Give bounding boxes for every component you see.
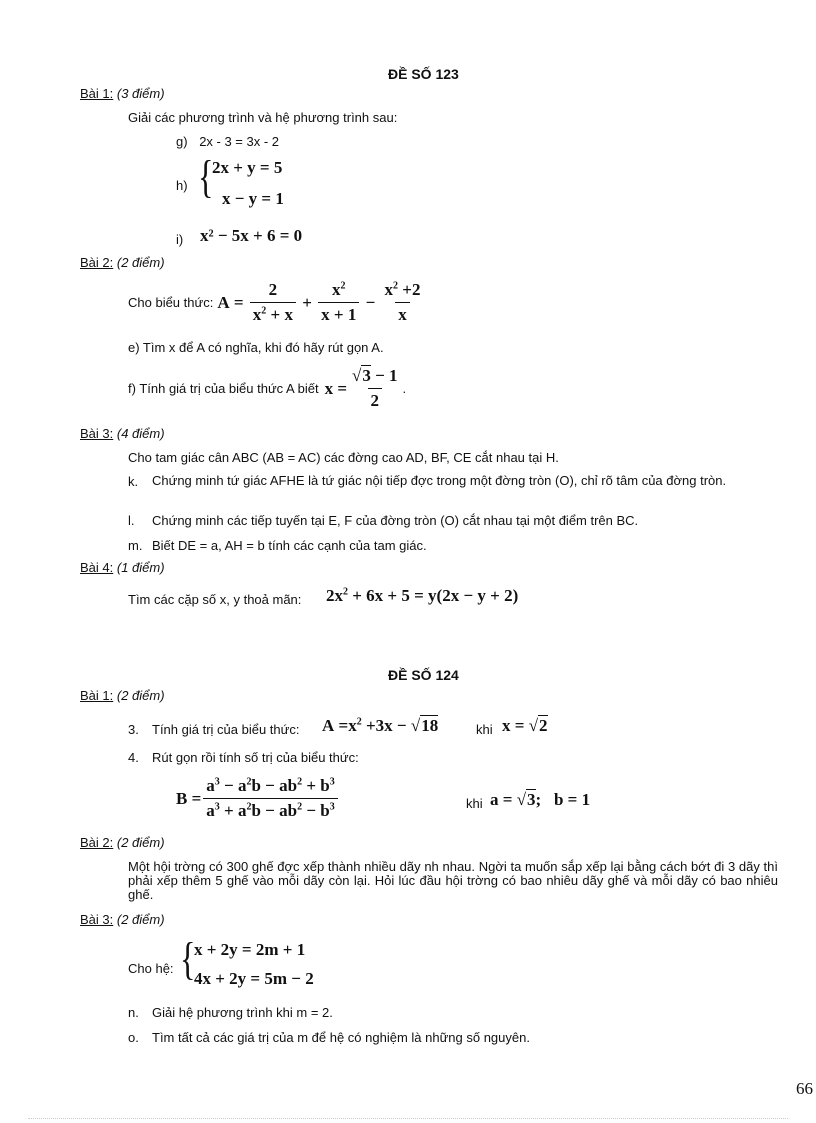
expression-b: B = $\frac{a^3 - a^2b - ab^2 + b^3}{a^3 + a^2b - ab^2 - b^3}$ xyxy=(176,776,340,821)
item-g-text: 2x - 3 = 3x - 2 xyxy=(199,134,280,149)
item-f-text: f) Tính giá trị của biểu thức A biết xyxy=(128,381,319,396)
q3-expression: $A =x^2 +3x - √18$ xyxy=(322,716,439,735)
x-value-expression: x = $\frac{√3 - 1}{2}$ xyxy=(325,366,403,411)
de124-bai3-intro: Cho hệ: xyxy=(128,961,174,976)
system-eq1: x + 2y = 2m + 1 xyxy=(194,940,306,959)
de124-bai2-label: Bài 2: xyxy=(80,835,114,850)
de124-bai3-heading xyxy=(80,912,165,927)
item-n-label: n. xyxy=(128,1005,139,1020)
bai3-heading xyxy=(80,426,165,441)
bai1-label: Bài 1: xyxy=(80,86,114,101)
bai1-heading xyxy=(80,86,165,101)
brace-h: { xyxy=(198,151,214,202)
bai2-intro: Cho biểu thức: xyxy=(128,295,214,310)
fraction-b: $\frac{a^3 - a^2b - ab^2 + b^3}{a^3 + a^2b - ab^2 - b^3}$ xyxy=(203,776,337,821)
de124-bai3-label: Bài 3: xyxy=(80,912,114,927)
fraction-2: $\frac{x^2}{x + 1}$ xyxy=(318,280,359,325)
item-e: e) Tìm x để A có nghĩa, khi đó hãy rút gọn A. xyxy=(128,340,384,355)
bai2-points: (2 điểm) xyxy=(116,255,165,270)
bai4-equation: $2x^2 + 6x + 5 = y(2x - y + 2)$ xyxy=(326,586,519,605)
q3-when: khi xyxy=(476,722,493,737)
bai4-intro: Tìm các cặp số x, y thoả mãn: xyxy=(128,592,302,607)
item-k-label: k. xyxy=(128,474,139,489)
page-number: 66 xyxy=(796,1079,813,1098)
de124-bai1-points: (2 điểm) xyxy=(116,688,165,703)
system-eq2: 4x + 2y = 5m − 2 xyxy=(194,969,314,988)
de124-bai3-points: (2 điểm) xyxy=(116,912,165,927)
item-h-eq2: x − y = 1 xyxy=(222,189,284,208)
item-o-label: o. xyxy=(128,1030,139,1045)
q4-when: khi xyxy=(466,796,483,811)
bai3-points: (4 điểm) xyxy=(116,426,165,441)
bai4-points: (1 điểm) xyxy=(116,560,165,575)
item-m-label: m. xyxy=(128,538,143,553)
q4-label: 4. xyxy=(128,750,139,765)
bai2-heading xyxy=(80,255,165,270)
fraction-3: $\frac{x^2 +2}{x}$ xyxy=(384,280,421,324)
de124-bai2-heading xyxy=(80,835,165,850)
bai2-label: Bài 2: xyxy=(80,255,114,270)
item-l-label: l. xyxy=(128,513,135,528)
item-i-label: i) xyxy=(176,232,184,247)
fraction-1: $\frac{2}{x^2 + x}$ xyxy=(250,280,296,325)
item-h-label: h) xyxy=(176,178,188,193)
de124-bai2-points: (2 điểm) xyxy=(116,835,165,850)
de124-bai2-text: Một hội trờng có 300 ghế đợc xếp thành nhiều dãy nh nhau. Ngời ta muốn sắp xếp lại bằng cách bớt đi 3 dãy thì phải xếp thêm 5 ghế vào mỗi dãy còn lại. Hỏi lúc đầu hội trờng có bao nhiêu dãy ghế và mỗi dãy có bao nhiêu ghế. xyxy=(128,859,778,902)
item-g-label: g) xyxy=(176,134,188,149)
bai1-intro: Giải các phương trình và hệ phương trình sau: xyxy=(128,110,398,125)
item-k-text: Chứng minh tứ giác AFHE là tứ giác nội tiếp đợc trong một đờng tròn (O), chỉ rõ tâm của đờng tròn. xyxy=(152,473,727,488)
q4-text: Rút gọn rồi tính số trị của biểu thức: xyxy=(152,750,359,765)
item-h-eq1: 2x + y = 5 xyxy=(212,158,283,177)
exam-title-123: ĐỀ SỐ 123 xyxy=(388,66,459,82)
expression-a-row xyxy=(128,280,425,325)
footer-divider xyxy=(28,1118,788,1119)
de124-bai1-heading xyxy=(80,688,165,703)
q3-text: Tính giá trị của biểu thức: xyxy=(152,722,300,737)
item-m-text: Biết DE = a, AH = b tính các cạnh của tam giác. xyxy=(152,538,427,553)
de124-bai1-label: Bài 1: xyxy=(80,688,114,703)
item-i-eq: x² − 5x + 6 = 0 xyxy=(200,226,303,245)
bai1-points: (3 điểm) xyxy=(116,86,165,101)
item-o-text: Tìm tất cả các giá trị của m để hệ có nghiệm là những số nguyên. xyxy=(152,1030,530,1045)
bai4-label: Bài 4: xyxy=(80,560,114,575)
q3-label: 3. xyxy=(128,722,139,737)
q3-condition: x = √2 xyxy=(502,716,548,735)
expression-a: A = $\frac{2}{x^2 + x}$ + $\frac{x^2}{x + 1}$ − $\frac{x^2 +2}{x}$ xyxy=(217,280,425,325)
fraction-sqrt3: $\frac{√3 - 1}{2}$ xyxy=(352,366,398,410)
bai3-label: Bài 3: xyxy=(80,426,114,441)
item-n-text: Giải hệ phương trình khi m = 2. xyxy=(152,1005,333,1020)
exam-title-124: ĐỀ SỐ 124 xyxy=(388,667,459,683)
item-f-row: f) Tính giá trị của biểu thức A biết x = $\frac{√3 - 1}{2}$ . xyxy=(128,366,407,410)
bai4-heading xyxy=(80,560,165,575)
item-g xyxy=(176,134,279,149)
brace-system: { xyxy=(180,933,196,984)
bai3-intro: Cho tam giác cân ABC (AB = AC) các đờng cao AD, BF, CE cắt nhau tại H. xyxy=(128,450,559,465)
q4-condition: a = √3; b = 1 xyxy=(490,790,591,809)
item-l-text: Chứng minh các tiếp tuyến tại E, F của đờng tròn (O) cắt nhau tại một điểm trên BC. xyxy=(152,513,639,528)
